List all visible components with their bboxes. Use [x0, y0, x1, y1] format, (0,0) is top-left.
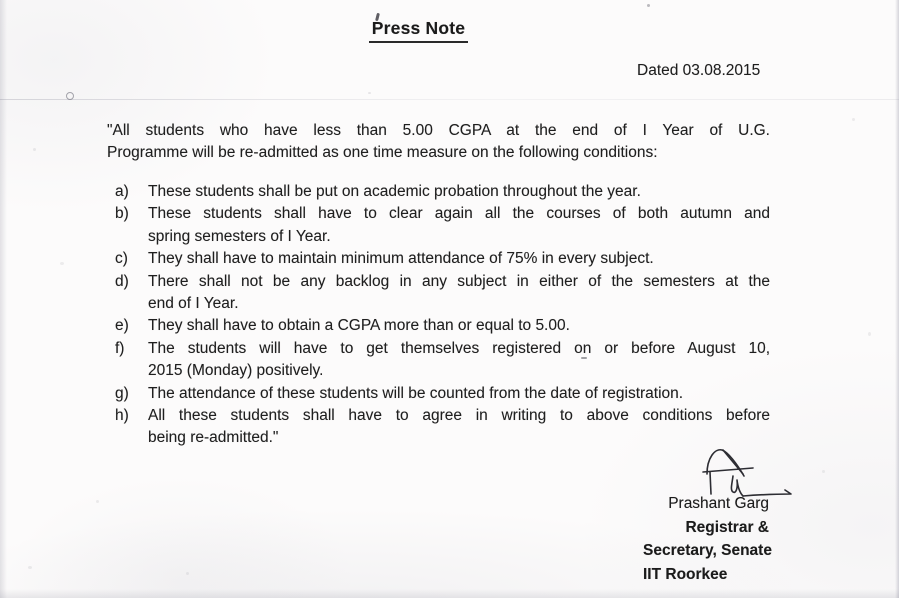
signature-block: [643, 492, 772, 586]
condition-label: f): [115, 339, 125, 357]
scan-speck: [186, 572, 189, 575]
condition-text: These students shall be put on academic probation throughout the year.: [148, 183, 641, 200]
condition-item-a: [115, 181, 770, 203]
condition-item-f: [115, 338, 770, 383]
condition-text: being re-admitted.": [148, 429, 279, 447]
scan-speck: [60, 262, 64, 265]
intro-line: Programme will be re-admitted as one time measure on the following conditions:: [107, 144, 658, 162]
condition-text: All these students shall have to agree in writing to above conditions before: [148, 407, 770, 425]
conditions-list: [115, 181, 770, 450]
title-row: [0, 18, 899, 43]
condition-text: spring semesters of I Year.: [148, 227, 331, 245]
condition-text: end of I Year.: [148, 295, 239, 313]
signatory-role-line: Secretary, Senate: [643, 542, 772, 559]
scan-edge-right: [895, 0, 899, 598]
condition-item-h: [115, 405, 770, 450]
condition-item-e: [115, 315, 770, 337]
scan-edge-left: [0, 0, 7, 598]
scan-speck: [96, 500, 99, 503]
scan-speck: [868, 332, 871, 336]
condition-label: a): [115, 183, 129, 200]
condition-item-d: [115, 271, 770, 316]
scan-crease-line: [0, 99, 899, 100]
document-title: Press Note: [369, 18, 468, 43]
scan-speck: [368, 92, 371, 94]
scan-speck: [33, 148, 36, 151]
scan-speck: [822, 470, 825, 473]
condition-label: c): [115, 250, 128, 268]
signatory-name: Prashant Garg: [668, 495, 769, 512]
condition-text: 2015 (Monday) positively.: [148, 362, 324, 380]
intro-paragraph: [107, 120, 770, 165]
signatory-role-line: Registrar &: [685, 518, 769, 536]
signatory-role-line: IIT Roorkee: [643, 565, 728, 583]
condition-text: The students will have to get themselves registered on or before August 10,: [148, 339, 770, 357]
scan-speck: [28, 566, 32, 569]
condition-item-b: [115, 203, 770, 248]
date-line: Dated 03.08.2015: [637, 62, 761, 79]
condition-label: h): [115, 407, 129, 425]
condition-label: g): [115, 384, 129, 402]
condition-text: There shall not be any backlog in any subject in either of the semesters at the: [148, 272, 770, 290]
condition-text: These students shall have to clear again all the courses of both autumn and: [148, 205, 770, 223]
condition-label: e): [115, 317, 129, 335]
condition-text: The attendance of these students will be counted from the date of registration.: [148, 384, 684, 402]
scan-speck: [66, 92, 74, 100]
scan-speck: [852, 118, 855, 121]
condition-label: d): [115, 272, 129, 290]
condition-text: They shall have to obtain a CGPA more than or equal to 5.00.: [148, 317, 570, 335]
condition-item-g: [115, 383, 770, 405]
scan-edge-bottom: [0, 589, 899, 598]
condition-label: b): [115, 205, 129, 223]
scan-speck: [647, 4, 650, 7]
condition-text: They shall have to maintain minimum attendance of 75% in every subject.: [148, 250, 654, 268]
intro-line: "All students who have less than 5.00 CGPA at the end of I Year of U.G.: [107, 122, 770, 139]
condition-item-c: [115, 248, 770, 270]
